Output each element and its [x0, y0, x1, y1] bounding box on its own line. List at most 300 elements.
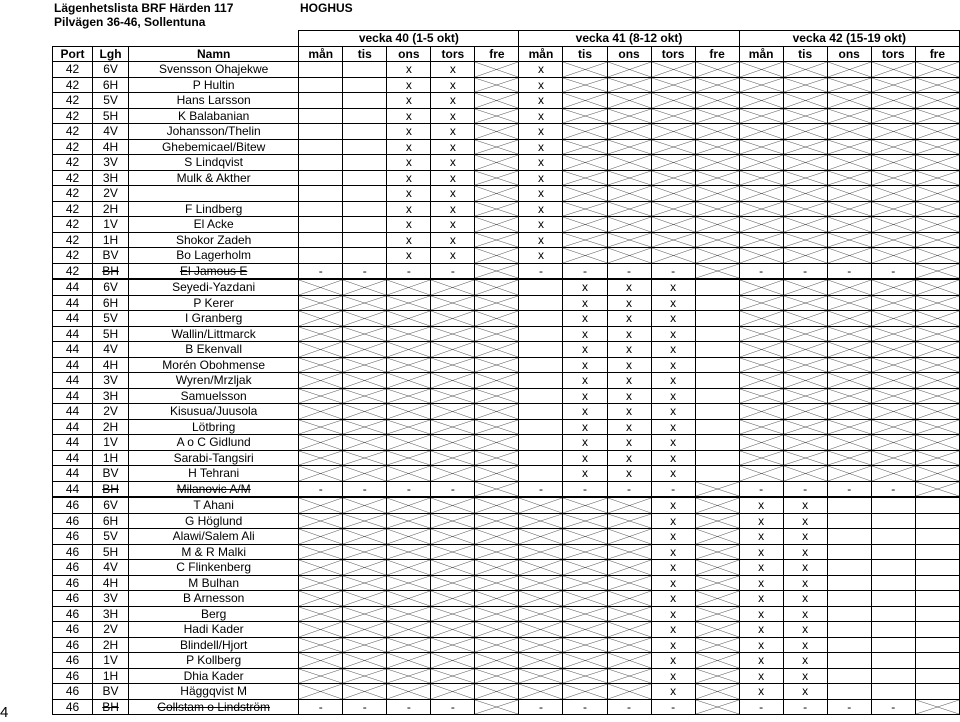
day-cell — [827, 575, 871, 591]
x-cross-icon — [695, 62, 739, 78]
x-cross-icon — [871, 77, 915, 93]
x-cross-icon — [871, 404, 915, 420]
x-cross-icon — [607, 217, 651, 233]
port-cell: 44 — [53, 466, 93, 482]
name-cell: Seyedi-Yazdani — [129, 279, 299, 295]
day-cell: x — [387, 248, 431, 264]
day-cell: - — [343, 481, 387, 497]
x-cross-icon — [783, 248, 827, 264]
x-cross-icon — [695, 186, 739, 202]
day-cell — [871, 684, 915, 700]
x-cross-icon — [915, 311, 959, 327]
port-cell: 42 — [53, 232, 93, 248]
x-cross-icon — [563, 684, 607, 700]
x-cross-icon — [871, 108, 915, 124]
day-cell — [343, 139, 387, 155]
x-cross-icon — [607, 575, 651, 591]
x-cross-icon — [343, 357, 387, 373]
x-cross-icon — [871, 170, 915, 186]
day-cell: x — [651, 513, 695, 529]
x-cross-icon — [299, 560, 343, 576]
table-row — [53, 497, 960, 513]
x-cross-icon — [475, 108, 519, 124]
x-cross-icon — [387, 435, 431, 451]
x-cross-icon — [915, 699, 959, 715]
day-cell — [519, 326, 563, 342]
day-cell — [915, 668, 959, 684]
x-cross-icon — [607, 497, 651, 513]
x-cross-icon — [387, 342, 431, 358]
table-row — [53, 622, 960, 638]
lgh-cell: 6H — [93, 513, 129, 529]
x-cross-icon — [607, 155, 651, 171]
lgh-cell: 5V — [93, 529, 129, 545]
lgh-cell: 5H — [93, 326, 129, 342]
day-cell — [695, 295, 739, 311]
lgh-cell: 4V — [93, 560, 129, 576]
port-cell: 46 — [53, 560, 93, 576]
day-cell: x — [431, 155, 475, 171]
day-cell: x — [739, 529, 783, 545]
day-cell — [695, 342, 739, 358]
x-cross-icon — [783, 404, 827, 420]
x-cross-icon — [871, 311, 915, 327]
lgh-cell: 4V — [93, 124, 129, 140]
name-cell: T Ahani — [129, 497, 299, 513]
day-cell: - — [739, 481, 783, 497]
x-cross-icon — [783, 279, 827, 295]
x-cross-icon — [871, 326, 915, 342]
x-cross-icon — [475, 155, 519, 171]
day-cell: - — [519, 699, 563, 715]
x-cross-icon — [915, 108, 959, 124]
port-cell: 42 — [53, 77, 93, 93]
day-cell: - — [651, 263, 695, 279]
x-cross-icon — [783, 155, 827, 171]
x-cross-icon — [695, 575, 739, 591]
x-cross-icon — [475, 544, 519, 560]
x-cross-icon — [695, 124, 739, 140]
day-cell: - — [651, 481, 695, 497]
x-cross-icon — [739, 435, 783, 451]
x-cross-icon — [343, 435, 387, 451]
table-row — [53, 311, 960, 327]
x-cross-icon — [827, 77, 871, 93]
x-cross-icon — [475, 653, 519, 669]
day-cell: - — [343, 263, 387, 279]
day-cell — [519, 342, 563, 358]
day-cell: x — [563, 450, 607, 466]
lgh-cell: 3V — [93, 155, 129, 171]
x-cross-icon — [475, 357, 519, 373]
x-cross-icon — [431, 357, 475, 373]
table-row — [53, 170, 960, 186]
sheet-address: Pilvägen 36-46, Sollentuna — [54, 15, 206, 29]
day-cell — [871, 606, 915, 622]
x-cross-icon — [387, 637, 431, 653]
x-cross-icon — [607, 606, 651, 622]
day-cell: x — [739, 544, 783, 560]
x-cross-icon — [387, 591, 431, 607]
x-cross-icon — [299, 357, 343, 373]
x-cross-icon — [299, 419, 343, 435]
day-cell: - — [519, 481, 563, 497]
x-cross-icon — [695, 684, 739, 700]
day-header-tors: tors — [651, 46, 695, 62]
day-cell: x — [563, 373, 607, 389]
table-row — [53, 186, 960, 202]
lgh-cell: 6V — [93, 62, 129, 78]
day-cell — [827, 622, 871, 638]
day-cell — [915, 513, 959, 529]
x-cross-icon — [299, 575, 343, 591]
day-cell: x — [739, 622, 783, 638]
day-cell: x — [651, 311, 695, 327]
week-42-header: vecka 42 (15-19 okt) — [739, 31, 959, 47]
name-cell: M & R Malki — [129, 544, 299, 560]
week-header-row — [53, 31, 960, 47]
x-cross-icon — [739, 419, 783, 435]
day-cell: x — [431, 108, 475, 124]
day-cell: - — [431, 699, 475, 715]
x-cross-icon — [475, 388, 519, 404]
x-cross-icon — [783, 217, 827, 233]
x-cross-icon — [783, 232, 827, 248]
x-cross-icon — [607, 77, 651, 93]
day-cell — [695, 279, 739, 295]
x-cross-icon — [695, 637, 739, 653]
day-cell — [827, 606, 871, 622]
x-cross-icon — [607, 124, 651, 140]
x-cross-icon — [563, 232, 607, 248]
x-cross-icon — [431, 497, 475, 513]
day-cell: x — [431, 217, 475, 233]
day-cell — [827, 637, 871, 653]
day-cell: x — [651, 622, 695, 638]
x-cross-icon — [739, 139, 783, 155]
day-cell — [915, 529, 959, 545]
x-cross-icon — [695, 497, 739, 513]
day-cell: - — [607, 263, 651, 279]
day-cell: x — [783, 653, 827, 669]
table-row — [53, 529, 960, 545]
x-cross-icon — [343, 373, 387, 389]
x-cross-icon — [915, 201, 959, 217]
day-cell: x — [519, 108, 563, 124]
x-cross-icon — [475, 248, 519, 264]
x-cross-icon — [695, 217, 739, 233]
name-cell: Blindell/Hjort — [129, 637, 299, 653]
x-cross-icon — [431, 295, 475, 311]
day-cell — [827, 529, 871, 545]
x-cross-icon — [783, 201, 827, 217]
x-cross-icon — [651, 232, 695, 248]
name-cell: Wyren/Mrzljak — [129, 373, 299, 389]
x-cross-icon — [431, 575, 475, 591]
port-cell: 44 — [53, 404, 93, 420]
x-cross-icon — [783, 93, 827, 109]
day-cell: - — [387, 481, 431, 497]
day-cell — [299, 155, 343, 171]
lgh-cell: 6H — [93, 77, 129, 93]
day-cell: x — [387, 93, 431, 109]
day-cell: x — [739, 560, 783, 576]
day-cell: x — [431, 170, 475, 186]
day-cell: - — [651, 699, 695, 715]
day-cell — [827, 653, 871, 669]
port-cell: 42 — [53, 201, 93, 217]
table-row — [53, 544, 960, 560]
day-cell: x — [563, 342, 607, 358]
x-cross-icon — [519, 591, 563, 607]
table-row — [53, 326, 960, 342]
x-cross-icon — [343, 388, 387, 404]
day-cell: x — [387, 124, 431, 140]
day-cell: x — [431, 186, 475, 202]
x-cross-icon — [475, 419, 519, 435]
x-cross-icon — [299, 622, 343, 638]
name-cell: P Kerer — [129, 295, 299, 311]
x-cross-icon — [475, 263, 519, 279]
x-cross-icon — [563, 529, 607, 545]
x-cross-icon — [475, 326, 519, 342]
day-cell: x — [519, 62, 563, 78]
x-cross-icon — [343, 591, 387, 607]
x-cross-icon — [871, 466, 915, 482]
lgh-cell: BV — [93, 684, 129, 700]
day-cell — [915, 606, 959, 622]
x-cross-icon — [827, 419, 871, 435]
x-cross-icon — [651, 108, 695, 124]
x-cross-icon — [343, 419, 387, 435]
x-cross-icon — [827, 342, 871, 358]
day-cell: x — [387, 217, 431, 233]
port-cell: 44 — [53, 357, 93, 373]
day-cell — [299, 186, 343, 202]
day-cell: x — [651, 357, 695, 373]
day-cell: - — [431, 263, 475, 279]
x-cross-icon — [783, 186, 827, 202]
table-row — [53, 591, 960, 607]
x-cross-icon — [607, 637, 651, 653]
port-cell: 44 — [53, 342, 93, 358]
x-cross-icon — [343, 326, 387, 342]
x-cross-icon — [475, 560, 519, 576]
x-cross-icon — [651, 93, 695, 109]
x-cross-icon — [871, 279, 915, 295]
day-cell: x — [607, 419, 651, 435]
day-cell: x — [519, 155, 563, 171]
day-cell: x — [783, 684, 827, 700]
x-cross-icon — [475, 466, 519, 482]
x-cross-icon — [651, 124, 695, 140]
day-cell — [299, 124, 343, 140]
name-cell: Hadi Kader — [129, 622, 299, 638]
x-cross-icon — [563, 139, 607, 155]
x-cross-icon — [871, 62, 915, 78]
day-cell: x — [651, 342, 695, 358]
x-cross-icon — [783, 450, 827, 466]
x-cross-icon — [915, 279, 959, 295]
x-cross-icon — [915, 93, 959, 109]
x-cross-icon — [915, 217, 959, 233]
x-cross-icon — [827, 450, 871, 466]
x-cross-icon — [651, 201, 695, 217]
day-cell — [299, 77, 343, 93]
x-cross-icon — [475, 77, 519, 93]
x-cross-icon — [915, 419, 959, 435]
name-cell: F Lindberg — [129, 201, 299, 217]
x-cross-icon — [475, 170, 519, 186]
table-row — [53, 404, 960, 420]
x-cross-icon — [783, 62, 827, 78]
name-cell: Milanovic A/M — [129, 481, 299, 497]
name-cell: S Lindqvist — [129, 155, 299, 171]
day-cell — [519, 357, 563, 373]
x-cross-icon — [475, 93, 519, 109]
day-cell: x — [651, 637, 695, 653]
x-cross-icon — [783, 311, 827, 327]
lgh-cell: 3H — [93, 606, 129, 622]
x-cross-icon — [387, 544, 431, 560]
x-cross-icon — [431, 404, 475, 420]
lgh-cell: 6V — [93, 279, 129, 295]
x-cross-icon — [695, 93, 739, 109]
day-header-mån: mån — [299, 46, 343, 62]
day-cell: - — [827, 263, 871, 279]
day-cell: x — [607, 326, 651, 342]
port-cell: 44 — [53, 295, 93, 311]
x-cross-icon — [739, 155, 783, 171]
x-cross-icon — [607, 186, 651, 202]
table-row — [53, 653, 960, 669]
port-cell: 42 — [53, 124, 93, 140]
x-cross-icon — [431, 606, 475, 622]
table-row — [53, 295, 960, 311]
x-cross-icon — [387, 311, 431, 327]
day-header-ons: ons — [827, 46, 871, 62]
x-cross-icon — [431, 419, 475, 435]
day-cell — [343, 62, 387, 78]
week-41-header: vecka 41 (8-12 okt) — [519, 31, 739, 47]
x-cross-icon — [607, 139, 651, 155]
day-cell: x — [431, 201, 475, 217]
day-cell: x — [563, 404, 607, 420]
x-cross-icon — [563, 606, 607, 622]
day-header-fre: fre — [695, 46, 739, 62]
day-cell: x — [651, 560, 695, 576]
day-cell — [695, 357, 739, 373]
day-cell: - — [739, 699, 783, 715]
table-row — [53, 419, 960, 435]
x-cross-icon — [827, 108, 871, 124]
x-cross-icon — [343, 404, 387, 420]
day-cell: x — [563, 466, 607, 482]
port-cell: 44 — [53, 435, 93, 451]
table-row — [53, 513, 960, 529]
x-cross-icon — [871, 435, 915, 451]
x-cross-icon — [563, 201, 607, 217]
x-cross-icon — [827, 186, 871, 202]
x-cross-icon — [519, 653, 563, 669]
x-cross-icon — [607, 622, 651, 638]
port-cell: 44 — [53, 279, 93, 295]
day-cell — [343, 124, 387, 140]
x-cross-icon — [431, 342, 475, 358]
day-cell: x — [783, 591, 827, 607]
port-cell: 46 — [53, 529, 93, 545]
x-cross-icon — [343, 295, 387, 311]
day-cell: x — [651, 404, 695, 420]
table-row — [53, 217, 960, 233]
x-cross-icon — [607, 248, 651, 264]
x-cross-icon — [475, 201, 519, 217]
lgh-cell: 1H — [93, 668, 129, 684]
day-cell: x — [607, 435, 651, 451]
x-cross-icon — [475, 342, 519, 358]
x-cross-icon — [871, 155, 915, 171]
x-cross-icon — [387, 513, 431, 529]
x-cross-icon — [343, 466, 387, 482]
x-cross-icon — [607, 668, 651, 684]
x-cross-icon — [607, 62, 651, 78]
x-cross-icon — [871, 373, 915, 389]
port-cell: 46 — [53, 684, 93, 700]
day-cell: x — [651, 497, 695, 513]
x-cross-icon — [783, 419, 827, 435]
x-cross-icon — [343, 560, 387, 576]
x-cross-icon — [871, 357, 915, 373]
table-row — [53, 450, 960, 466]
day-cell: x — [739, 684, 783, 700]
day-cell — [915, 497, 959, 513]
port-cell: 42 — [53, 93, 93, 109]
name-cell: Bo Lagerholm — [129, 248, 299, 264]
name-cell: P Hultin — [129, 77, 299, 93]
x-cross-icon — [695, 513, 739, 529]
day-cell: x — [387, 139, 431, 155]
day-cell: x — [519, 77, 563, 93]
x-cross-icon — [563, 93, 607, 109]
lgh-cell: 2V — [93, 186, 129, 202]
day-cell: x — [739, 591, 783, 607]
x-cross-icon — [431, 544, 475, 560]
x-cross-icon — [827, 62, 871, 78]
day-cell — [299, 217, 343, 233]
port-cell: 42 — [53, 263, 93, 279]
x-cross-icon — [431, 591, 475, 607]
x-cross-icon — [827, 232, 871, 248]
port-column-header: Port — [53, 46, 93, 62]
building-label: HOGHUS — [300, 1, 353, 15]
day-cell: x — [431, 139, 475, 155]
x-cross-icon — [871, 295, 915, 311]
x-cross-icon — [651, 186, 695, 202]
day-cell: x — [651, 295, 695, 311]
x-cross-icon — [475, 529, 519, 545]
x-cross-icon — [739, 77, 783, 93]
x-cross-icon — [299, 466, 343, 482]
day-cell — [299, 170, 343, 186]
x-cross-icon — [563, 560, 607, 576]
lgh-cell: 5H — [93, 544, 129, 560]
x-cross-icon — [519, 497, 563, 513]
day-cell: x — [783, 529, 827, 545]
port-cell: 44 — [53, 311, 93, 327]
day-cell: x — [783, 544, 827, 560]
x-cross-icon — [871, 124, 915, 140]
x-cross-icon — [695, 201, 739, 217]
